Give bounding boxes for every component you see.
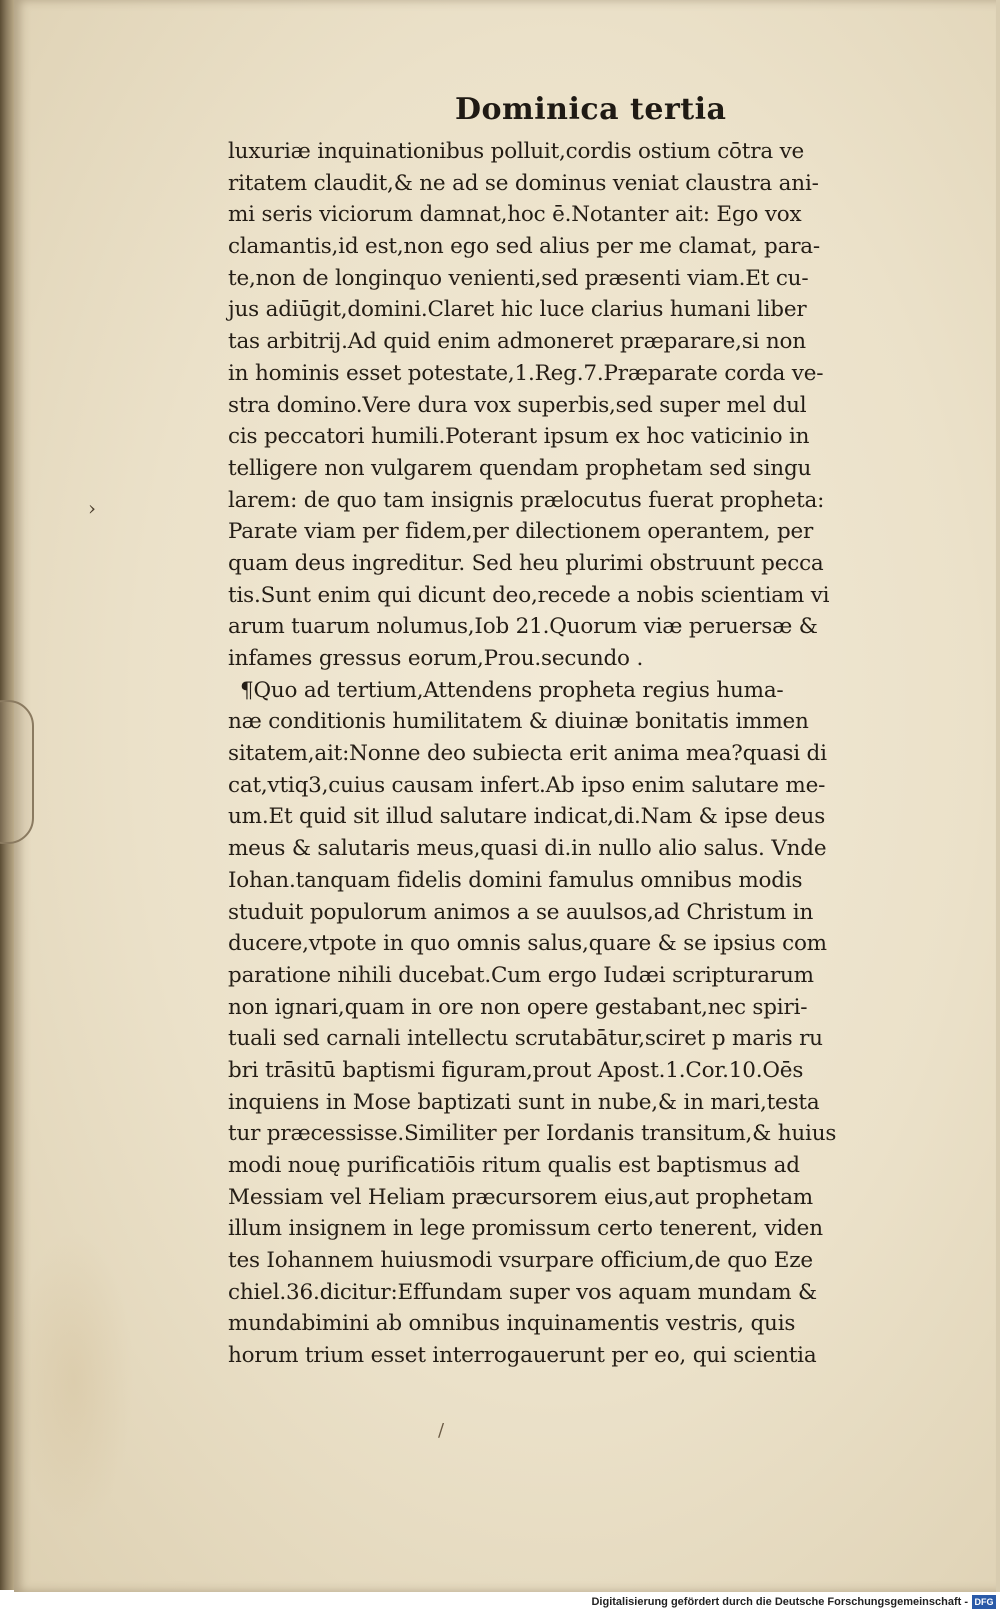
digitization-credit: Digitalisierung gefördert durch die Deutsche Forschungsgemeinschaft - <box>591 1596 968 1608</box>
text-line: ritatem claudit,& ne ad se dominus veniat claustra ani- <box>228 170 819 196</box>
text-line: tis.Sunt enim qui dicunt deo,recede a nobis scientiam vi <box>228 582 830 608</box>
text-line: non ignari,quam in ore non opere gestabant,nec spiri- <box>228 994 808 1020</box>
text-line: mundabimini ab omnibus inquinamentis vestris, quis <box>228 1311 796 1337</box>
text-line: ducere,vtpote in quo omnis salus,quare & se ipsius com <box>228 931 827 957</box>
text-line: næ conditionis humilitatem & diuinæ bonitatis immen <box>228 709 809 735</box>
text-line: paratione nihili ducebat.Cum ergo Iudæi scripturarum <box>228 962 814 988</box>
text-line: clamantis,id est,non ego sed alius per me clamat, para- <box>228 234 820 260</box>
text-line: te,non de longinquo venienti,sed præsenti viam.Et cu- <box>228 265 809 291</box>
text-line: tur præcessisse.Similiter per Iordanis transitum,& huius <box>228 1121 837 1147</box>
text-line: luxuriæ inquinationibus polluit,cordis ostium cōtra ve <box>228 139 805 164</box>
bottom-mark: / <box>438 1420 445 1441</box>
text-line: tas arbitrij.Ad quid enim admoneret præparare,si non <box>228 329 806 355</box>
text-line: cis peccatori humili.Poterant ipsum ex hoc vaticinio in <box>228 424 810 450</box>
text-line: horum trium esset interrogauerunt per eo, qui scientia <box>228 1343 817 1369</box>
text-line: cat,vtiq3,cuius causam infert.Ab ipso enim salutare me- <box>228 772 826 798</box>
text-line: bri trāsitū baptismi figuram,prout Apost.1.Cor.10.Oēs <box>228 1057 804 1083</box>
text-line: mi seris viciorum damnat,hoc ē.Notanter ait: Ego vox <box>228 202 802 228</box>
text-block <box>228 136 918 1372</box>
text-line: illum insignem in lege promissum certo tenerent, viden <box>228 1216 823 1242</box>
text-line: chiel.36.dicitur:Effundam super vos aquam mundam & <box>228 1279 817 1305</box>
text-line: Messiam vel Heliam præcursorem eius,aut prophetam <box>228 1184 813 1210</box>
clasp-impression <box>0 700 34 844</box>
text-line: tuali sed carnali intellectu scrutabātur,sciret p maris ru <box>228 1026 823 1052</box>
text-line: sitatem,ait:Nonne deo subiecta erit anima mea?quasi di <box>228 741 827 767</box>
text-line: inquiens in Mose baptizati sunt in nube,& in mari,testa <box>228 1089 820 1115</box>
text-line: larem: de quo tam insignis prælocutus fuerat propheta: <box>228 487 825 513</box>
text-line: stra domino.Vere dura vox superbis,sed super mel dul <box>228 392 807 418</box>
text-line: quam deus ingreditur. Sed heu plurimi obstruunt pecca <box>228 550 824 576</box>
text-line: jus adiūgit,domini.Claret hic luce clarius humani liber <box>228 297 807 323</box>
text-line: arum tuarum nolumus,Iob 21.Quorum viæ peruersæ & <box>228 614 818 640</box>
dfg-logo: DFG <box>972 1595 996 1609</box>
text-line: meus & salutaris meus,quasi di.in nullo alio salus. Vnde <box>228 836 827 862</box>
text-line: um.Et quid sit illud salutare indicat,di.Nam & ipse deus <box>228 804 826 830</box>
text-line: infames gressus eorum,Prou.secundo . <box>228 646 644 671</box>
text-line: Iohan.tanquam fidelis domini famulus omnibus modis <box>228 867 803 893</box>
margin-mark: › <box>88 496 96 520</box>
text-line: telligere non vulgarem quendam prophetam sed singu <box>228 455 812 481</box>
text-line: studuit populorum animos a se auulsos,ad Christum in <box>228 899 814 925</box>
text-line: Parate viam per fidem,per dilectionem operantem, per <box>228 519 814 545</box>
paragraph-start-line: ¶Quo ad tertium,Attendens propheta regius huma- <box>240 677 784 703</box>
text-line: tes Iohannem huiusmodi vsurpare officium,de quo Eze <box>228 1248 813 1274</box>
text-line: in hominis esset potestate,1.Reg.7.Præparate corda ve- <box>228 360 824 386</box>
text-line: modi nouę purificatiōis ritum qualis est baptismus ad <box>228 1153 800 1178</box>
page-right-border <box>996 0 1000 1592</box>
paper-stain <box>14 1230 134 1530</box>
running-head: Dominica tertia <box>455 92 727 127</box>
